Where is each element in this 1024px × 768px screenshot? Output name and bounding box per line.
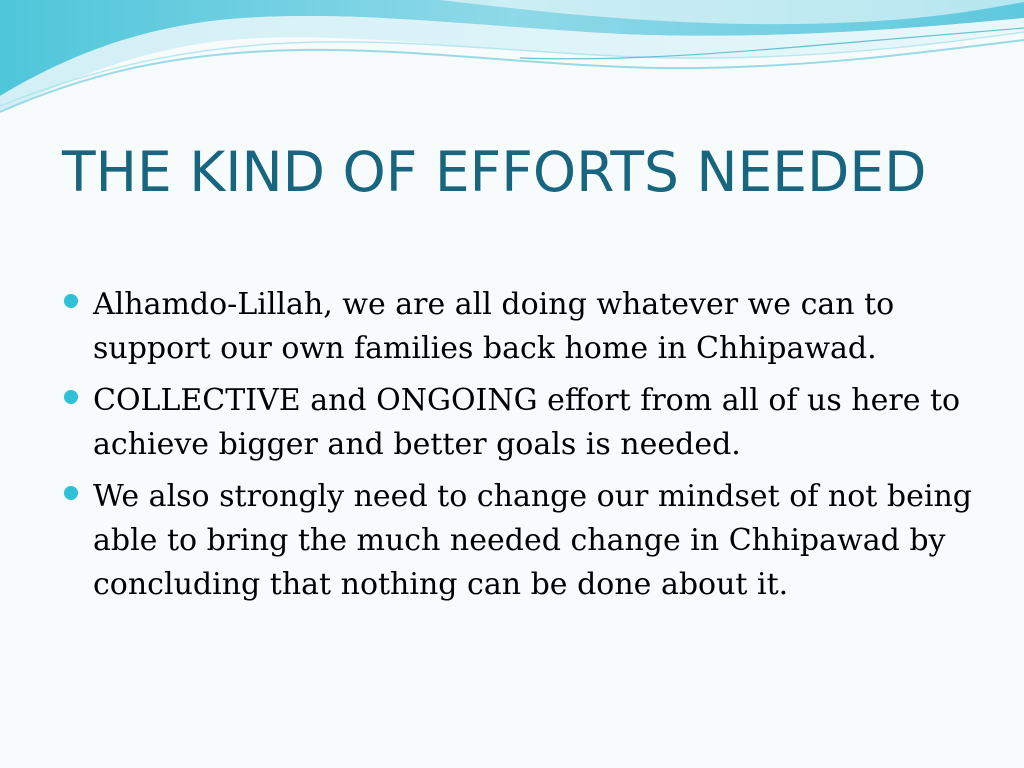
bullet-text: Alhamdo-Lillah, we are all doing whatever we can to support our own families back home in Chhipawad. bbox=[93, 287, 895, 366]
bullet-dot-icon bbox=[64, 486, 78, 500]
bullet-dot-icon bbox=[64, 294, 78, 308]
bullet-dot-icon bbox=[64, 390, 78, 404]
bullet-text: COLLECTIVE and ONGOING effort from all of us here to achieve bigger and better goals is needed. bbox=[93, 383, 961, 462]
bullet-list bbox=[62, 283, 982, 615]
bullet-item bbox=[62, 475, 982, 607]
bullet-text: We also strongly need to change our mindset of not being able to bring the much needed change in Chhipawad by concluding that nothing can be done about it. bbox=[93, 479, 972, 602]
decorative-wave-header bbox=[0, 0, 1024, 130]
bullet-item bbox=[62, 283, 982, 371]
bullet-item bbox=[62, 379, 982, 467]
slide-title: THE KIND OF EFFORTS NEEDED bbox=[62, 140, 927, 204]
